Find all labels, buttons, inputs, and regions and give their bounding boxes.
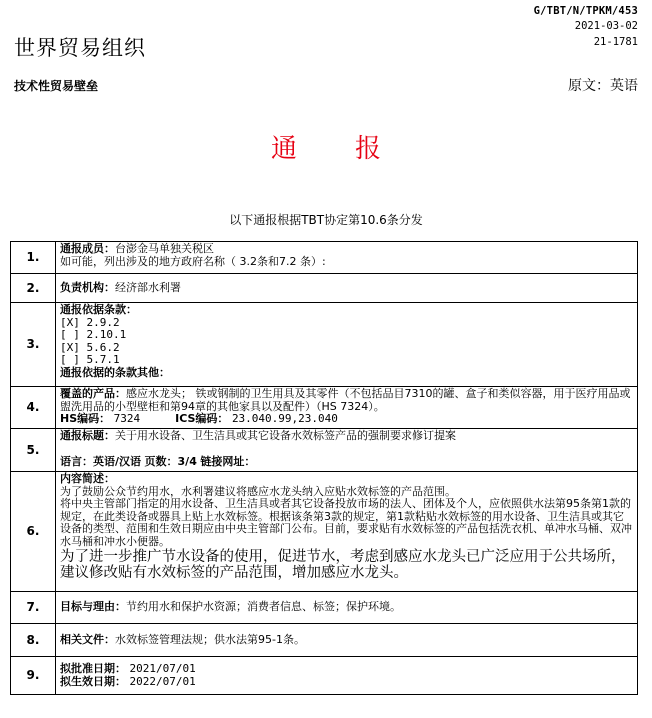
hs-code: 7324 bbox=[113, 412, 141, 426]
committee-name: 技术性贸易壁垒 bbox=[14, 79, 99, 93]
row-number: 1. bbox=[11, 242, 56, 274]
field-label: 覆盖的产品： bbox=[60, 387, 126, 400]
local-government-note: 如可能，列出涉及的地方政府名称（ 3.2条和7.2 条）: bbox=[60, 254, 326, 268]
field-label: 通报标题： bbox=[60, 429, 115, 442]
field-label: 通报成员： bbox=[60, 242, 115, 255]
field-label: 拟批准日期： bbox=[60, 661, 126, 675]
table-row bbox=[11, 657, 638, 695]
document-date: 2021-03-02 bbox=[574, 20, 638, 32]
table-row bbox=[11, 624, 638, 657]
notifying-member: 台澎金马单独关税区 bbox=[115, 242, 214, 255]
description-paragraph: 为了鼓励公众节约用水，水利署建议将感应水龙头纳入应贴水效标签的产品范围。 bbox=[60, 484, 456, 498]
row-content bbox=[56, 592, 638, 624]
notification-title: 通报 bbox=[270, 134, 439, 164]
responsible-agency: 经济部水利署 bbox=[115, 280, 181, 294]
table-row bbox=[11, 592, 638, 624]
row-number: 2. bbox=[11, 274, 56, 303]
field-label: 负责机构： bbox=[60, 280, 115, 294]
table-row bbox=[11, 472, 638, 592]
field-label: 语言： bbox=[60, 454, 93, 468]
row-content bbox=[56, 242, 638, 274]
effective-date: 2022/07/01 bbox=[129, 674, 196, 688]
row-number: 5. bbox=[11, 429, 56, 472]
field-label: 通报依据条款： bbox=[60, 303, 137, 316]
field-label: 拟生效日期： bbox=[60, 674, 126, 688]
field-label: ICS编码： bbox=[175, 412, 229, 426]
document-number: 21-1781 bbox=[593, 36, 638, 48]
pages-value: 3/4 bbox=[177, 454, 197, 468]
table-row bbox=[11, 242, 638, 274]
row-content bbox=[56, 472, 638, 592]
table-row bbox=[11, 274, 638, 303]
description-paragraph: 为了进一步推广节水设备的使用，促进节水，考虑到感应水龙头已广泛应用于公共场所，建议修改贴有水效标签的产品范围，增加感应水龙头。 bbox=[60, 548, 626, 581]
field-label: 相关文件： bbox=[60, 632, 115, 646]
row-content bbox=[56, 274, 638, 303]
row-number: 6. bbox=[11, 472, 56, 592]
document-code: G/TBT/N/TPKM/453 bbox=[533, 5, 638, 17]
row-number: 4. bbox=[11, 387, 56, 429]
row-content bbox=[56, 624, 638, 657]
row-content bbox=[56, 387, 638, 429]
covered-products: 感应水龙头； 铁或钢制的卫生用具及其零件（不包括品目7310的罐、盒子和类似容器，用于医疗用品或盥洗用品的小型壁柜和第94章的其他家具以及配件）（HS 7324）。 bbox=[60, 387, 631, 413]
field-label: HS编码： bbox=[60, 412, 111, 426]
organization-name: 世界贸易组织 bbox=[14, 36, 146, 60]
row-content bbox=[56, 303, 638, 387]
ics-code: 23.040.99,23.040 bbox=[231, 412, 338, 426]
notification-title-value: 关于用水设备、卫生洁具或其它设备水效标签产品的强制要求修订提案 bbox=[115, 429, 456, 442]
clause-item: [ ] 2.10.1 bbox=[60, 328, 127, 342]
table-row bbox=[11, 429, 638, 472]
objective-rationale: 节约用水和保护水资源；消费者信息、标签；保护环境。 bbox=[126, 600, 401, 614]
clause-item: [X] 2.9.2 bbox=[60, 315, 120, 329]
row-number: 7. bbox=[11, 592, 56, 624]
row-content bbox=[56, 429, 638, 472]
notification-table bbox=[10, 241, 638, 695]
adoption-date: 2021/07/01 bbox=[129, 661, 196, 675]
notification-subtitle: 以下通报根据TBT协定第10.6条分发 bbox=[229, 213, 423, 227]
row-number: 8. bbox=[11, 624, 56, 657]
language-value: 英语/汉语 bbox=[93, 454, 142, 468]
relevant-documents: 水效标签管理法规；供水法第95-1条。 bbox=[115, 632, 305, 646]
clause-item: [X] 5.6.2 bbox=[60, 340, 120, 354]
description-paragraph: 将中央主管部门指定的用水设备、卫生洁具或者其它设备投放市场的法人、团体及个人，应依照供水法第95条第1款的规定，在此类设备或器具上贴上水效标签。根据该条第3款的规定，第1款粘贴水效标签的用水设备、卫生洁具或其它设备的类型、范围和生效日期应由中央主管部门公布。目前，要求贴有水效标签的产品包括洗衣机、单冲水马桶、双冲水马桶和冲水小便器。 bbox=[60, 497, 632, 548]
field-label: 内容简述： bbox=[60, 472, 115, 485]
table-row bbox=[11, 387, 638, 429]
field-label: 链接网址： bbox=[200, 454, 256, 468]
clause-item: [ ] 5.7.1 bbox=[60, 353, 120, 367]
row-number: 9. bbox=[11, 657, 56, 695]
original-language: 原文：英语 bbox=[568, 78, 638, 94]
table-row bbox=[11, 303, 638, 387]
row-content bbox=[56, 657, 638, 695]
row-number: 3. bbox=[11, 303, 56, 387]
field-label: 通报依据的条款其他： bbox=[60, 365, 170, 379]
field-label: 目标与理由： bbox=[60, 600, 126, 614]
field-label: 页数： bbox=[144, 454, 178, 468]
